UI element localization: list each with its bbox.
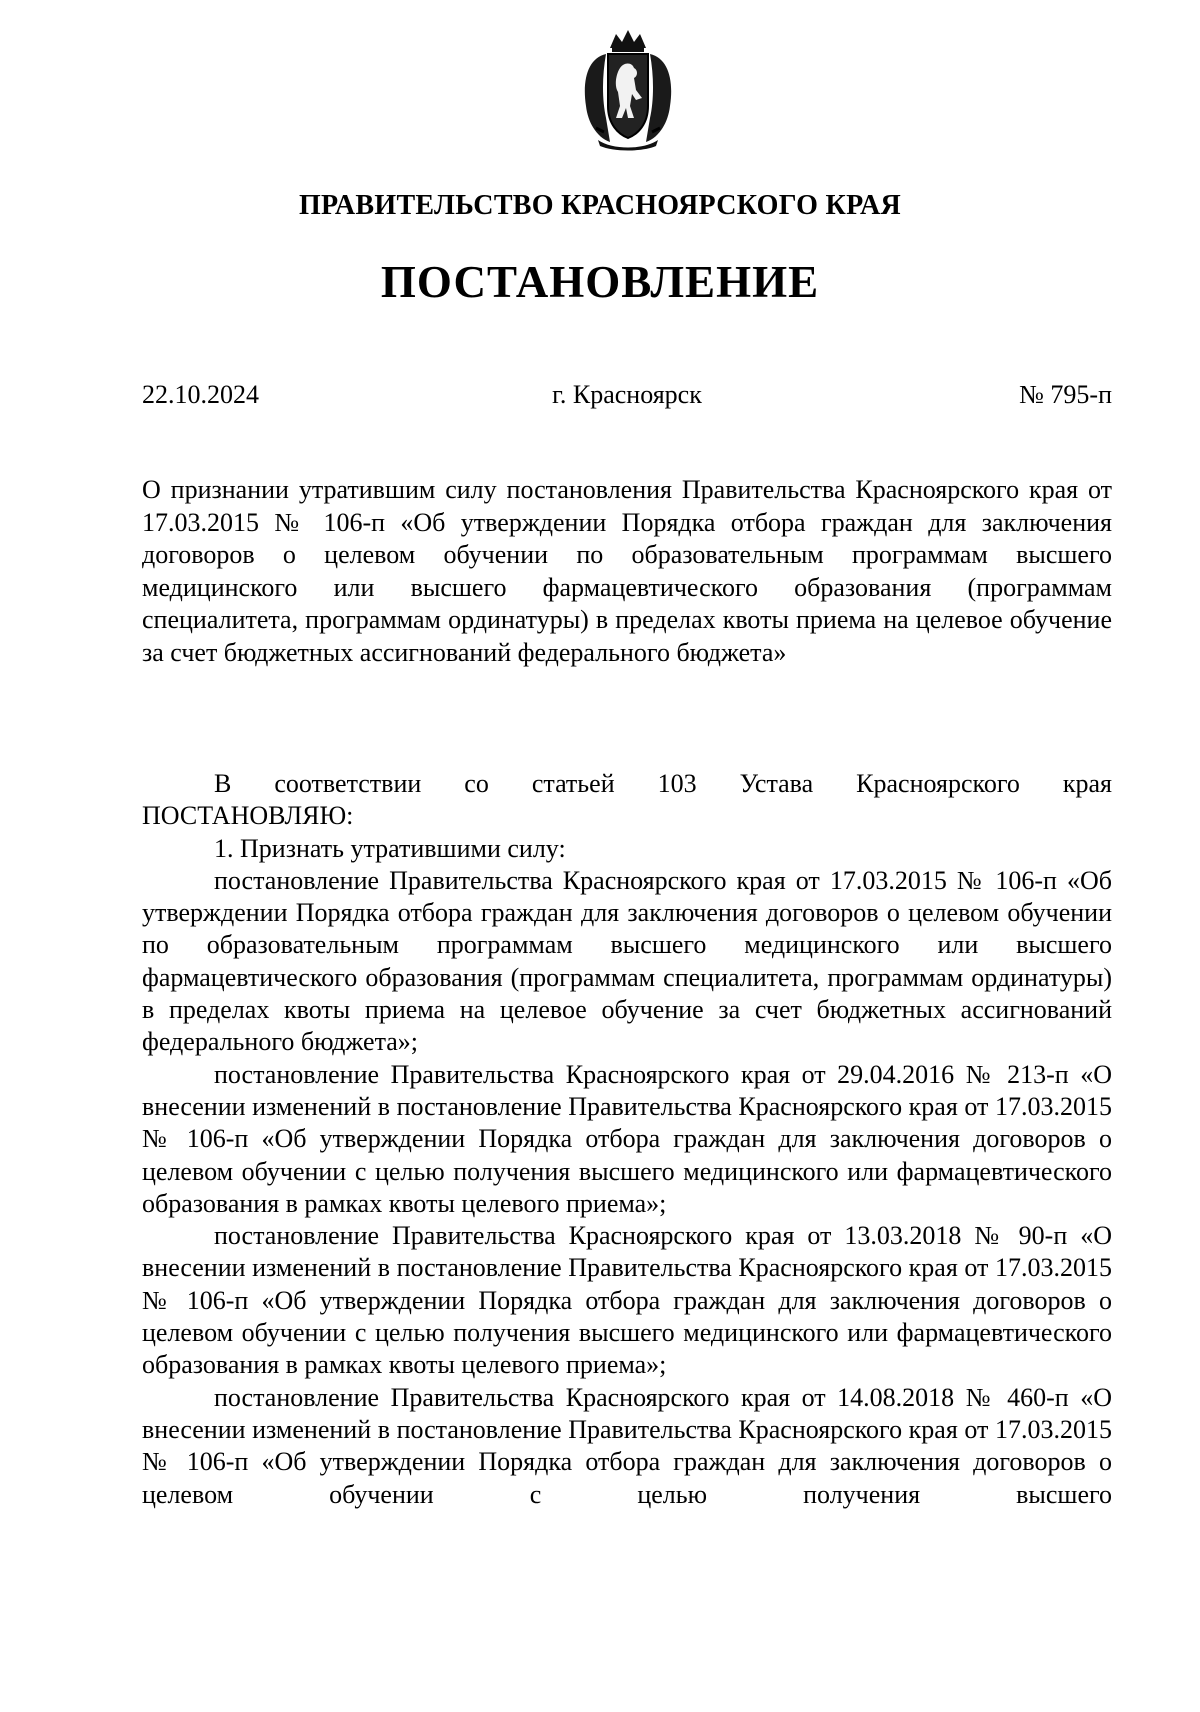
repealed-act: постановление Правительства Красноярского края от 29.04.2016 № 213-п «О внесении изменений в постановление Правительства Красноярского края от 17.03.2015 № 106-п «Об утверждении Порядка отбора граждан для заключения договоров о целевом обучении с целью получения высшего медицинского или фармацевтического образования в рамках квоты целевого приема»; [142, 1059, 1112, 1218]
repealed-act: постановление Правительства Красноярского края от 13.03.2018 № 90-п «О внесении изменений в постановление Правительства Красноярского края от 17.03.2015 № 106-п «Об утверждении Порядка отбора граждан для заключения договоров о целевом обучении с целью получения высшего медицинского или фармацевтического образования в рамках квоты целевого приема»; [142, 1221, 1112, 1380]
resolution-word: ПОСТАНОВЛЯЮ: [142, 801, 354, 831]
document-meta [142, 380, 1112, 414]
preamble: В соответствии со статьей 103 Устава Красноярского края [214, 769, 1112, 798]
document-city: г. Красноярск [552, 380, 702, 409]
document-type: ПОСТАНОВЛЕНИЕ [380, 257, 820, 307]
document-body [142, 768, 1112, 1511]
repealed-act: постановление Правительства Красноярского края от 14.08.2018 № 460-п «О внесении изменений в постановление Правительства Красноярского края от 17.03.2015 № 106-п «Об утверждении Порядка отбора граждан для заключения договоров о целевом обучении с целью получения высшего [142, 1382, 1112, 1509]
document-number: № 795-п [1019, 380, 1112, 409]
document-title: О признании утратившим силу постановления Правительства Красноярского края от 17.03.2015 № 106-п «Об утверждении Порядка отбора граждан для заключения договоров о целевом обучении по образовательным программам высшего медицинского или высшего фармацевтического образования (программам специалитета, программам ординатуры) в пределах квоты приема на целевое обучение за счет бюджетных ассигнований федерального бюджета» [142, 475, 1112, 667]
document-date: 22.10.2024 [142, 380, 259, 409]
coat-of-arms-icon [576, 28, 680, 152]
repealed-act: постановление Правительства Красноярского края от 17.03.2015 № 106-п «Об утверждении Порядка отбора граждан для заключения договоров о целевом обучении по образовательным программам высшего медицинского или высшего фармацевтического образования (программам специалитета, программам ординатуры) в пределах квоты приема на целевое обучение за счет бюджетных ассигнований федерального бюджета»; [142, 865, 1112, 1057]
organization-name: ПРАВИТЕЛЬСТВО КРАСНОЯРСКОГО КРАЯ [298, 190, 902, 221]
item-1: 1. Признать утратившими силу: [214, 833, 566, 863]
